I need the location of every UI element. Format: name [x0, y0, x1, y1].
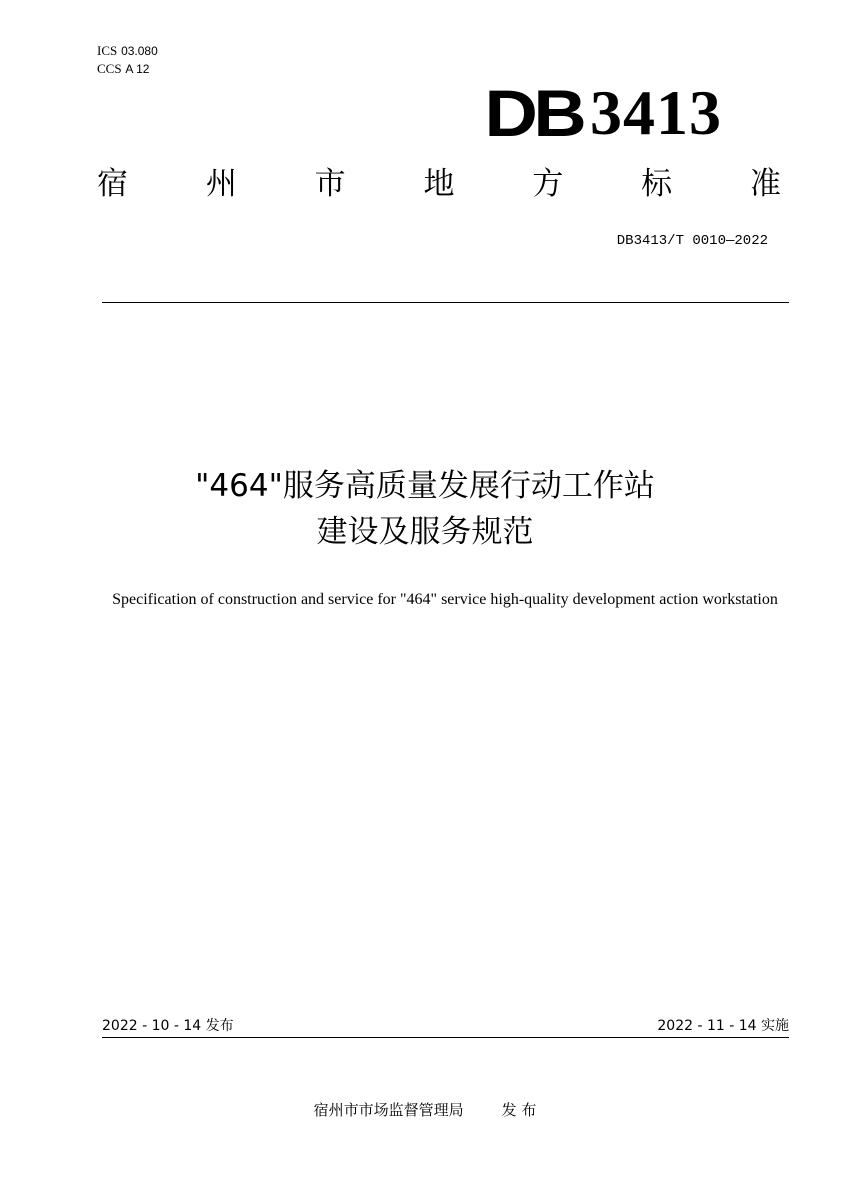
classification-codes [97, 42, 158, 78]
publisher-name: 宿州市市场监督管理局 [313, 1101, 464, 1119]
standard-type-char: 宿 [97, 166, 128, 202]
ccs-label: CCS [97, 61, 122, 76]
standard-type-heading [97, 164, 781, 204]
chinese-title [0, 463, 850, 555]
standard-type-char: 准 [749, 166, 781, 202]
standard-type-char: 市 [314, 166, 346, 202]
standard-code-logo [484, 66, 722, 150]
standard-number: DB3413/T 0010—2022 [616, 233, 768, 249]
chinese-title-line-2: 建设及服务规范 [316, 514, 534, 550]
issue-date: 2022 - 10 - 14 发布 [102, 1018, 234, 1034]
standard-type-char: 州 [205, 166, 237, 202]
db-letters: DB [484, 76, 582, 150]
ccs-line [97, 60, 158, 78]
standard-type-char: 标 [641, 166, 673, 202]
ics-code: 03.080 [121, 44, 158, 58]
english-title: Specification of construction and service for "464" service high-quality development action workstation [112, 591, 778, 608]
chinese-title-line-1: "464"服务高质量发展行动工作站 [195, 468, 655, 504]
bottom-divider [102, 1037, 789, 1038]
ics-label: ICS [97, 43, 118, 58]
standard-type-char: 地 [423, 166, 455, 202]
top-divider [102, 302, 789, 303]
publisher-action: 发 布 [501, 1101, 537, 1119]
ccs-code: A 12 [125, 62, 150, 76]
implementation-date: 2022 - 11 - 14 实施 [657, 1018, 789, 1034]
ics-line [97, 42, 158, 60]
db-number: 3413 [590, 77, 722, 148]
publisher-line [0, 1100, 850, 1120]
standard-type-char: 方 [532, 166, 564, 202]
